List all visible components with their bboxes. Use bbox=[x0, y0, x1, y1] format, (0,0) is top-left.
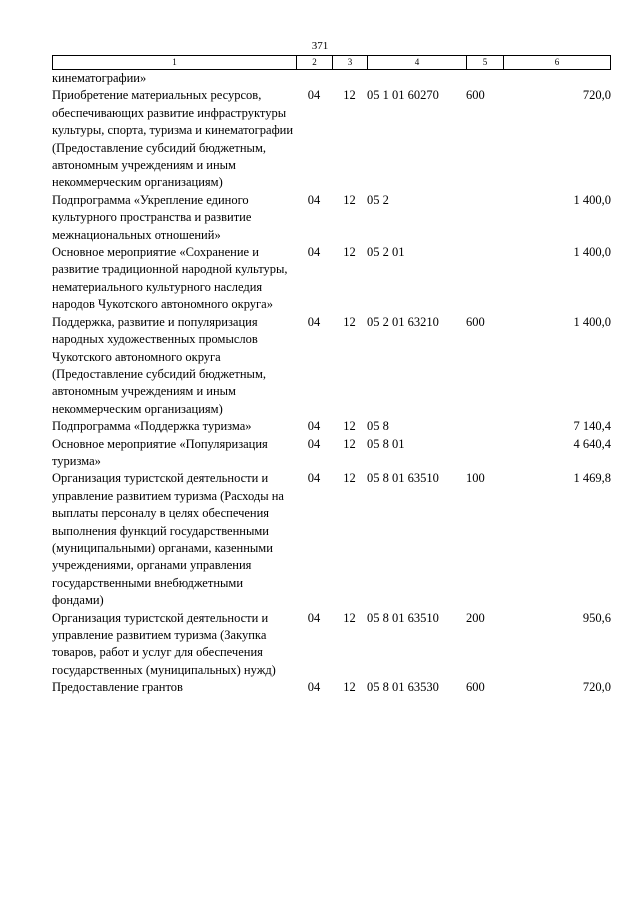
table-row bbox=[52, 470, 611, 609]
row-subsection-cell: 12 bbox=[343, 471, 356, 486]
row-expense-type-cell bbox=[466, 192, 503, 244]
row-amount-cell: 1 400,0 bbox=[573, 245, 611, 260]
row-target-article-cell: 05 8 01 63530 bbox=[367, 680, 439, 695]
page-number: 371 bbox=[311, 40, 329, 52]
row-amount-cell: 1 469,8 bbox=[573, 471, 611, 486]
row-section-cell: 04 bbox=[307, 471, 321, 486]
row-subsection-cell: 12 bbox=[343, 192, 356, 207]
row-expense-type-cell bbox=[466, 418, 503, 435]
row-target-article-cell: 05 1 01 60270 bbox=[367, 88, 439, 103]
row-amount-cell: 1 400,0 bbox=[573, 314, 611, 329]
row-name-cell: Предоставление грантов bbox=[52, 680, 183, 695]
row-name-cell: кинематографии» bbox=[52, 71, 147, 85]
row-expense-type-cell bbox=[466, 244, 503, 314]
row-subsection-cell: 12 bbox=[343, 610, 356, 625]
row-section-cell: 04 bbox=[307, 192, 321, 207]
row-subsection-cell bbox=[332, 70, 367, 87]
row-section-cell: 04 bbox=[307, 314, 321, 329]
row-expense-type-cell: 600 bbox=[466, 88, 485, 103]
row-target-article-cell: 05 8 01 63510 bbox=[367, 610, 439, 625]
row-section-cell: 04 bbox=[307, 419, 321, 434]
row-amount-cell: 950,6 bbox=[582, 610, 611, 625]
row-name-cell: Подпрограмма «Поддержка туризма» bbox=[52, 419, 252, 434]
row-amount-cell: 1 400,0 bbox=[573, 192, 611, 207]
column-number-header bbox=[52, 55, 611, 70]
row-name-cell: Организация туристской деятельности и управление развитием туризма (Расходы на выплаты персоналу в целях обеспечения выполнения функций государственными (муниципальными) органами, казенными учреждениями, органами управления государственными внебюджетными фондами) bbox=[52, 471, 284, 608]
row-target-article-cell: 05 2 bbox=[367, 192, 389, 207]
row-section-cell: 04 bbox=[307, 610, 321, 625]
table-row bbox=[52, 244, 611, 314]
row-name-cell: Поддержка, развитие и популяризация народных художественных промыслов Чукотского автономного округа (Предоставление субсидий бюджетным, автономным учреждениям и иным некоммерческим организациям) bbox=[52, 314, 266, 416]
row-section-cell: 04 bbox=[307, 245, 321, 260]
row-target-article-cell: 05 2 01 bbox=[367, 245, 405, 260]
row-subsection-cell: 12 bbox=[343, 245, 356, 260]
row-amount-cell: 7 140,4 bbox=[573, 419, 611, 434]
row-target-article-cell bbox=[367, 70, 466, 87]
row-expense-type-cell: 600 bbox=[466, 680, 485, 695]
row-expense-type-cell: 600 bbox=[466, 314, 485, 329]
header-col-2: 2 bbox=[297, 56, 333, 69]
row-target-article-cell: 05 8 01 bbox=[367, 436, 405, 451]
table-row bbox=[52, 192, 611, 244]
row-name-cell: Основное мероприятие «Популяризация туризма» bbox=[52, 436, 268, 468]
row-name-cell: Основное мероприятие «Сохранение и развитие традиционной народной культуры, нематериального культурного наследия народов Чукотского автономного округа» bbox=[52, 245, 288, 312]
row-name-cell: Подпрограмма «Укрепление единого культурного пространства и развитие межнациональных отношений» bbox=[52, 192, 252, 242]
row-section-cell: 04 bbox=[307, 88, 321, 103]
row-section-cell bbox=[296, 70, 332, 87]
row-target-article-cell: 05 8 bbox=[367, 419, 389, 434]
row-section-cell: 04 bbox=[307, 680, 321, 695]
row-amount-cell: 720,0 bbox=[582, 88, 611, 103]
table-row bbox=[52, 314, 611, 418]
row-subsection-cell: 12 bbox=[343, 419, 356, 434]
row-expense-type-cell bbox=[466, 70, 503, 87]
table-row bbox=[52, 679, 611, 696]
budget-table-body bbox=[52, 70, 611, 697]
row-section-cell: 04 bbox=[307, 436, 321, 451]
row-name-cell: Приобретение материальных ресурсов, обеспечивающих развитие инфраструктуры культуры, спорта, туризма и кинематографии (Предоставление субсидий бюджетным, автономным учреждениям и иным некоммерческим организациям) bbox=[52, 88, 294, 190]
table-row bbox=[52, 436, 611, 471]
table-row bbox=[52, 418, 611, 435]
budget-table bbox=[52, 70, 611, 697]
row-amount-cell: 4 640,4 bbox=[573, 436, 611, 451]
table-row bbox=[52, 610, 611, 680]
row-subsection-cell: 12 bbox=[343, 680, 356, 695]
row-subsection-cell: 12 bbox=[343, 436, 356, 451]
row-expense-type-cell bbox=[466, 436, 503, 471]
row-subsection-cell: 12 bbox=[343, 88, 356, 103]
row-expense-type-cell: 200 bbox=[466, 610, 485, 625]
row-amount-cell: 720,0 bbox=[582, 680, 611, 695]
table-row bbox=[52, 70, 611, 87]
row-name-cell: Организация туристской деятельности и управление развитием туризма (Закупка товаров, работ и услуг для обеспечения государственных (муниципальных) нужд) bbox=[52, 610, 276, 677]
row-amount-cell bbox=[503, 70, 611, 87]
header-col-6: 6 bbox=[554, 57, 560, 67]
row-subsection-cell: 12 bbox=[343, 314, 356, 329]
header-col-3: 3 bbox=[333, 56, 368, 69]
table-row bbox=[52, 87, 611, 191]
row-target-article-cell: 05 8 01 63510 bbox=[367, 471, 439, 486]
header-col-5: 5 bbox=[467, 56, 504, 69]
header-col-1: 1 bbox=[53, 56, 297, 69]
row-target-article-cell: 05 2 01 63210 bbox=[367, 314, 439, 329]
header-col-4: 4 bbox=[368, 56, 467, 69]
row-expense-type-cell: 100 bbox=[466, 471, 485, 486]
